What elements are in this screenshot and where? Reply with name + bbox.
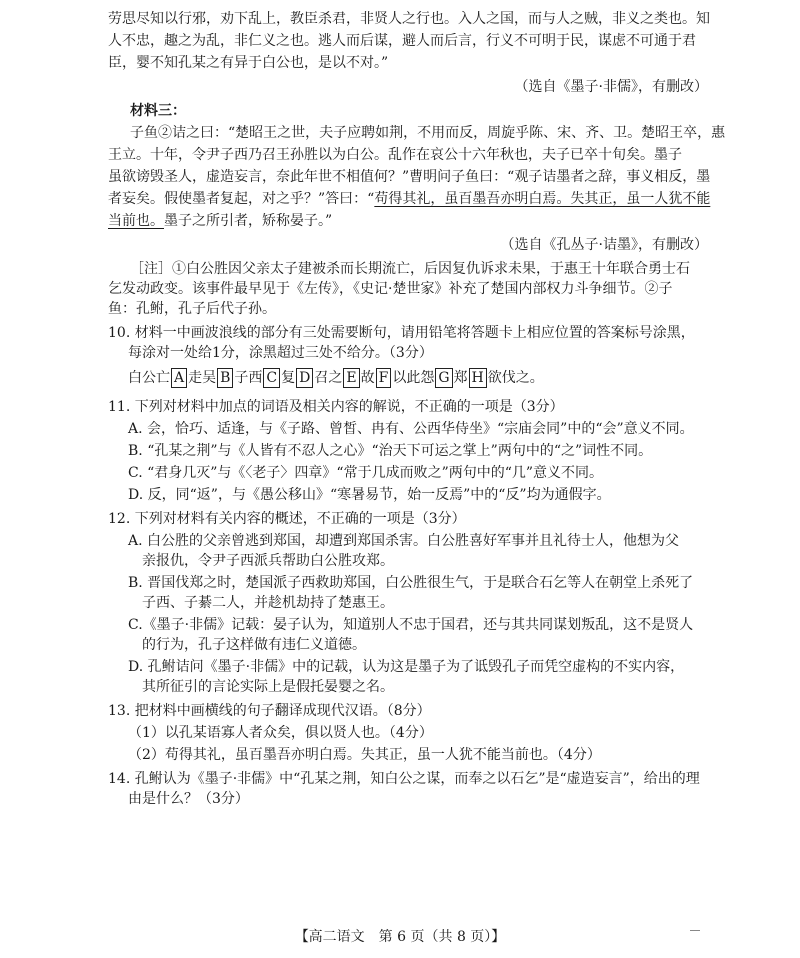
q10-seg-5: 故	[360, 370, 375, 386]
q14-line-2: 由是什么？（3分）	[128, 791, 249, 807]
q14-line-1: 14. 孔鲋认为《墨子·非儒》中“孔某之荆，知白公之谋，而奉之以石乞”是“虚造妄言”，给出的理	[108, 771, 700, 787]
q12-option-b-line-1: B. 晋国伐郑之时，楚国派子西救助郑国，白公胜很生气，于是联合石乞等人在朝堂上杀死了	[128, 575, 694, 591]
q10-segmented-sentence	[128, 368, 544, 388]
q12-stem: 12. 下列对材料有关内容的概述，不正确的一项是（3分）	[108, 511, 466, 527]
material3-heading: 材料三：	[130, 103, 186, 119]
material3-underlined-tail: 当前也。	[108, 213, 164, 229]
q11-option-b: B. “孔某之荆”与《人皆有不忍人之心》“治天下可运之掌上”两句中的“之”词性不同。	[128, 443, 653, 459]
q10-mark-e[interactable]: E	[343, 368, 359, 388]
q10-stem-line-1: 10. 材料一中画波浪线的部分有三处需要断句，请用铅笔将答题卡上相应位置的答案标号涂黑，	[108, 325, 695, 341]
material3-line-4-plain: 者妄矣。假使墨者复起，对之乎？”答曰：“	[108, 191, 375, 207]
q12-option-d-line-2: 其所征引的言论实际上是假托晏婴之名。	[142, 679, 394, 695]
page-footer: 【高二语文 第 6 页（共 8 页）】	[294, 929, 506, 945]
q10-stem-line-2: 每涂对一处给1分，涂黑超过三处不给分。（3分）	[128, 345, 433, 361]
q12-option-c-line-1: C.《墨子·非儒》记载：晏子认为，知道别人不忠于国君，还与其共同谋划叛乱，这不是贤人	[128, 617, 694, 633]
q10-seg-7: 郑	[453, 370, 468, 386]
material3-line-1: 子鱼②诘之曰：“楚昭王之世，夫子应聘如荆，不用而反，周旋乎陈、宋、齐、卫。楚昭王卒，惠	[130, 125, 726, 141]
q13-stem: 13. 把材料中画横线的句子翻译成现代汉语。（8分）	[108, 703, 431, 719]
q12-option-b-line-2: 子西、子綦二人，并趁机劫持了楚惠王。	[142, 595, 394, 611]
q11-stem: 11. 下列对材料中加点的词语及相关内容的解说，不正确的一项是（3分）	[108, 399, 564, 415]
q10-seg-3: 复	[281, 370, 296, 386]
material3-line-4-text	[108, 191, 710, 207]
footer-dash	[690, 930, 700, 931]
q13-item-1: （1）以孔某语寡人者众矣，俱以贤人也。（4分）	[128, 725, 433, 741]
material2-line-2: 人不忠，趣之为乱，非仁义之也。逃人而后谋，避人而后言，行义不可明于民，谋虑不可通于君	[108, 33, 696, 49]
material3-underlined-sentence: 苟得其礼，虽百墨吾亦明白焉。失其正，虽一人犹不能	[374, 191, 711, 207]
q10-mark-a[interactable]: A	[171, 368, 187, 388]
q11-option-a: A. 会，恰巧、适逢，与《子路、曾皙、冉有、公西华侍坐》“宗庙会同”中的“会”意义不同。	[128, 421, 694, 437]
q11-option-d: D. 反，同“返”，与《愚公移山》“寒暑易节，始一反焉”中的“反”均为通假字。	[128, 487, 611, 503]
q10-mark-d[interactable]: D	[296, 368, 313, 388]
material2-line-3: 臣，婴不知孔某之有异于白公也，是以不对。”	[108, 55, 389, 71]
material2-source: （选自《墨子·非儒》，有删改）	[514, 79, 708, 95]
q13-item-2: （2）苟得其礼，虽百墨吾亦明白焉。失其正，虽一人犹不能当前也。（4分）	[128, 747, 601, 763]
q12-option-a-line-1: A. 白公胜的父亲曾逃到郑国，却遭到郑国杀害。白公胜喜好军事并且礼待士人，他想为父	[128, 533, 680, 549]
note-line-3: 鱼：孔鲋，孔子后代子孙。	[108, 301, 276, 317]
q10-seg-1: 走吴	[188, 370, 217, 386]
q12-option-c-line-2: 的行为，孔子这样做有违仁义道德。	[142, 637, 366, 653]
note-line-2: 乞发动政变。该事件最早见于《左传》，《史记·楚世家》补充了楚国内部权力斗争细节。②子	[108, 281, 673, 297]
q10-mark-f[interactable]: F	[376, 368, 392, 388]
material3-line-2: 王立。十年，令尹子西乃召王孙胜以为白公。乱作在哀公十六年秋也，夫子已卒十旬矣。墨子	[108, 147, 682, 163]
q10-seg-4: 召之	[314, 370, 343, 386]
material3-line-3: 虽欲谤毁圣人，虚造妄言，奈此年世不相值何？”曹明问子鱼曰：“观子诘墨者之辞，事义相反，墨	[108, 169, 711, 185]
q11-option-c: C. “君身几灭”与《〈老子〉四章》“常于几成而败之”两句中的“几”意义不同。	[128, 465, 604, 481]
q10-mark-b[interactable]: B	[217, 368, 233, 388]
q12-option-a-line-2: 亲报仇，令尹子西派兵帮助白公胜攻郑。	[142, 553, 394, 569]
material3-line-5-plain: 墨子之所引者，矫称晏子。”	[164, 213, 333, 229]
material3-line-4	[108, 190, 710, 208]
q10-seg-6: 以此怨	[392, 370, 435, 386]
q10-seg-0: 白公亡	[128, 370, 170, 386]
material2-line-1: 劳思尽知以行邪，劝下乱上，教臣杀君，非贤人之行也。入人之国，而与人之贼，非义之类也。知	[108, 11, 710, 27]
q10-mark-g[interactable]: G	[435, 368, 452, 388]
note-line-1: ［注］①白公胜因父亲太子建被杀而长期流亡，后因复仇诉求未果，于惠王十年联合勇士石	[130, 261, 690, 277]
material3-line-5	[108, 212, 332, 230]
q10-seg-8: 欲伐之。	[487, 370, 544, 386]
q10-mark-h[interactable]: H	[469, 368, 487, 388]
material3-source: （选自《孔丛子·诘墨》，有删改）	[500, 237, 708, 253]
q12-option-d-line-1: D. 孔鲋诘问《墨子·非儒》中的记载，认为这是墨子为了诋毁孔子而凭空虚构的不实内容，	[128, 659, 685, 675]
q10-seg-2: 子西	[234, 370, 263, 386]
q10-mark-c[interactable]: C	[263, 368, 280, 388]
